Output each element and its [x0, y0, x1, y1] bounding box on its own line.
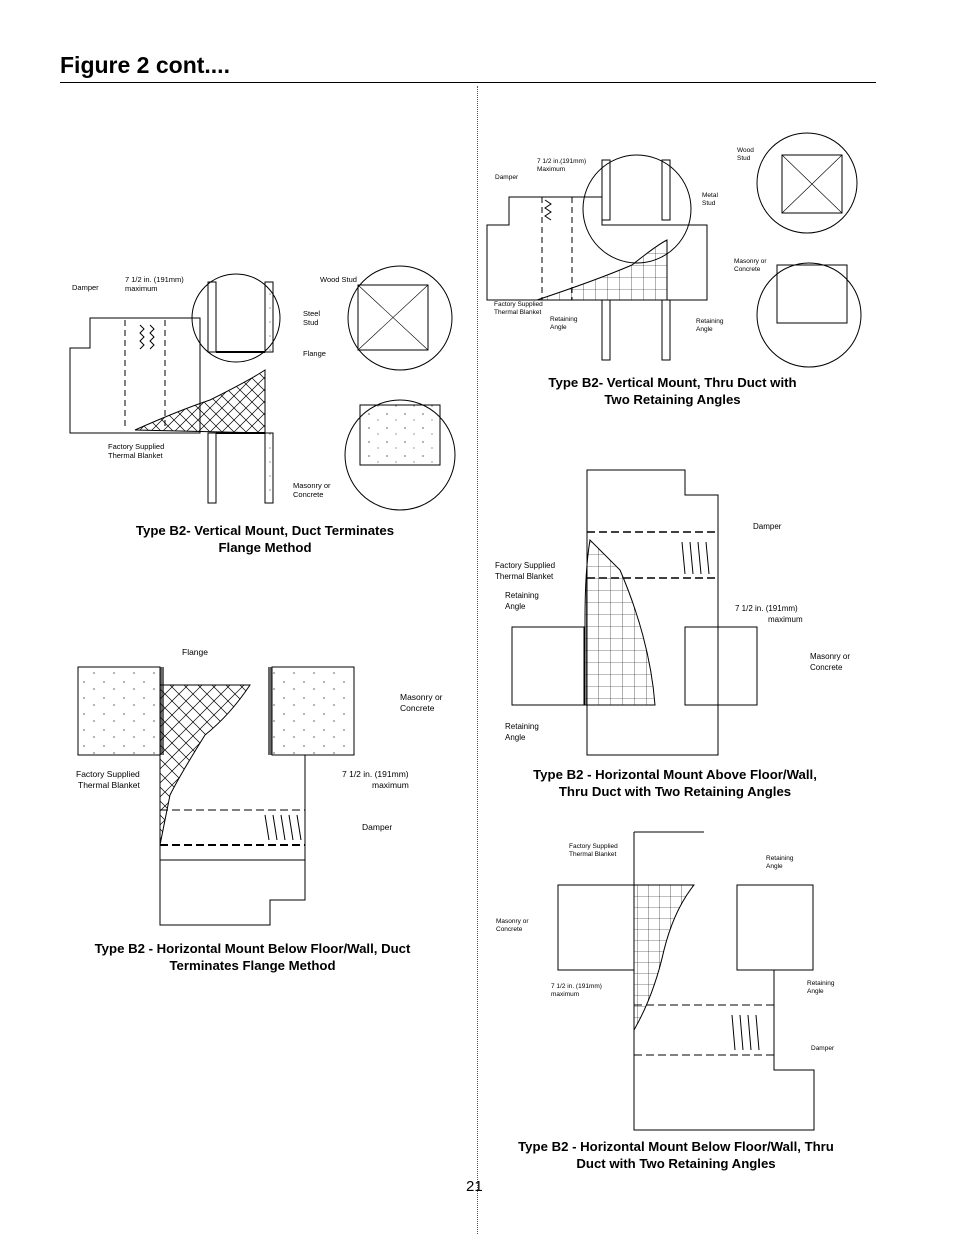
- label-thermal-blanket: Factory Supplied: [494, 301, 543, 308]
- page-title: Figure 2 cont....: [60, 52, 230, 78]
- caption-fig3-line2: Two Retaining Angles: [604, 392, 741, 407]
- caption-fig1: [60, 522, 470, 556]
- label-thermal-blanket-2: Thermal Blanket: [494, 309, 542, 316]
- label-masonry-2: Concrete: [496, 926, 523, 933]
- label-thermal-blanket-2: Thermal Blanket: [108, 451, 163, 460]
- label-masonry-2: Concrete: [734, 266, 761, 273]
- label-thermal-blanket: Factory Supplied: [108, 442, 165, 451]
- label-dimension-max: maximum: [372, 780, 409, 790]
- label-retaining-angle-a-2: Angle: [505, 602, 526, 611]
- caption-fig5-line1: Type B2 - Horizontal Mount Below Floor/Wall, Thru: [518, 1139, 834, 1154]
- label-dimension-max: Maximum: [537, 166, 566, 173]
- label-damper: Damper: [362, 822, 393, 832]
- label-retaining-angle-a: Retaining: [505, 591, 539, 600]
- label-flange: Flange: [182, 647, 208, 657]
- label-dimension: 7 1/2 in. (191mm): [125, 275, 184, 284]
- label-dimension: 7 1/2 in. (191mm): [735, 604, 798, 613]
- label-masonry-2: Concrete: [810, 663, 843, 672]
- figure-vertical-mount-flange-drawing: [60, 270, 470, 515]
- label-dimension-max: maximum: [768, 615, 803, 624]
- label-masonry-2: Concrete: [293, 490, 324, 499]
- label-retaining-angle-b-2: Angle: [696, 326, 713, 333]
- caption-fig2: [60, 940, 445, 974]
- label-retaining-angle-b: Retaining: [696, 318, 724, 325]
- label-masonry: Masonry or: [496, 918, 529, 925]
- label-retaining-angle-b: Retaining: [807, 980, 835, 987]
- caption-fig2-line2: Terminates Flange Method: [169, 958, 336, 973]
- label-thermal-blanket-2: Thermal Blanket: [495, 572, 554, 581]
- label-masonry: Masonry or: [400, 692, 443, 702]
- figure-vertical-two-angles-drawing: [487, 145, 872, 365]
- label-thermal-blanket: Factory Supplied: [495, 561, 556, 570]
- label-metal-stud: Metal: [702, 192, 718, 199]
- label-dimension: 7 1/2 in. (191mm): [551, 983, 602, 990]
- label-steel-stud-2: Stud: [303, 318, 319, 327]
- caption-fig4: [495, 766, 855, 800]
- label-thermal-blanket: Factory Supplied: [569, 843, 618, 850]
- caption-fig4-line2: Thru Duct with Two Retaining Angles: [558, 784, 792, 799]
- caption-fig4-line1: Type B2 - Horizontal Mount Above Floor/Wall,: [533, 767, 817, 782]
- label-damper: Damper: [811, 1045, 835, 1052]
- title-rule: [60, 82, 876, 83]
- label-wood-stud-2: Stud: [737, 155, 751, 162]
- label-thermal-blanket-2: Thermal Blanket: [569, 851, 617, 858]
- caption-fig2-line1: Type B2 - Horizontal Mount Below Floor/Wall, Duct: [94, 941, 411, 956]
- figure-horizontal-below-flange-drawing: [60, 645, 460, 930]
- label-thermal-blanket-2: Thermal Blanket: [78, 780, 140, 790]
- label-dimension-max: maximum: [125, 284, 158, 293]
- label-retaining-angle-b-2: Angle: [505, 733, 526, 742]
- figure-horizontal-below-two-angles: [494, 830, 854, 1135]
- label-dimension: 7 1/2 in.(191mm): [537, 158, 587, 165]
- label-retaining-angle-a-2: Angle: [766, 863, 783, 870]
- caption-fig5-line2: Duct with Two Retaining Angles: [576, 1156, 776, 1171]
- caption-fig5: [490, 1138, 862, 1172]
- label-wood-stud: Wood Stud: [320, 275, 357, 284]
- label-masonry: Masonry or: [810, 652, 851, 661]
- figure-horizontal-below-two-angles-drawing: [494, 830, 854, 1135]
- figure-vertical-two-angles: [487, 145, 872, 365]
- label-masonry: Masonry or: [293, 481, 331, 490]
- label-damper: Damper: [72, 283, 99, 292]
- label-dimension: 7 1/2 in. (191mm): [342, 769, 409, 779]
- label-masonry-2: Concrete: [400, 703, 435, 713]
- label-wood-stud: Wood: [737, 147, 754, 154]
- label-masonry: Masonry or: [734, 258, 767, 265]
- label-retaining-angle-b-2: Angle: [807, 988, 824, 995]
- figure-horizontal-below-flange: [60, 645, 460, 930]
- label-flange: Flange: [303, 349, 326, 358]
- label-metal-stud-2: Stud: [702, 200, 716, 207]
- page-number: 21: [466, 1178, 483, 1195]
- figure-horizontal-above-two-angles: [490, 470, 870, 760]
- label-retaining-angle-b: Retaining: [505, 722, 539, 731]
- label-retaining-angle-a: Retaining: [550, 316, 578, 323]
- label-dimension-max: maximum: [551, 991, 580, 998]
- column-divider: [477, 86, 478, 1234]
- figure-horizontal-above-two-angles-drawing: [490, 470, 870, 760]
- label-retaining-angle-a: Retaining: [766, 855, 794, 862]
- caption-fig3-line1: Type B2- Vertical Mount, Thru Duct with: [548, 375, 797, 390]
- label-retaining-angle-a-2: Angle: [550, 324, 567, 331]
- label-steel-stud: Steel: [303, 309, 321, 318]
- caption-fig3: [500, 374, 845, 408]
- caption-fig1-line2: Flange Method: [218, 540, 312, 555]
- label-damper: Damper: [753, 522, 782, 531]
- figure-vertical-mount-flange: [60, 270, 470, 515]
- caption-fig1-line1: Type B2- Vertical Mount, Duct Terminates: [135, 523, 395, 538]
- label-damper: Damper: [495, 174, 519, 181]
- label-thermal-blanket: Factory Supplied: [76, 769, 140, 779]
